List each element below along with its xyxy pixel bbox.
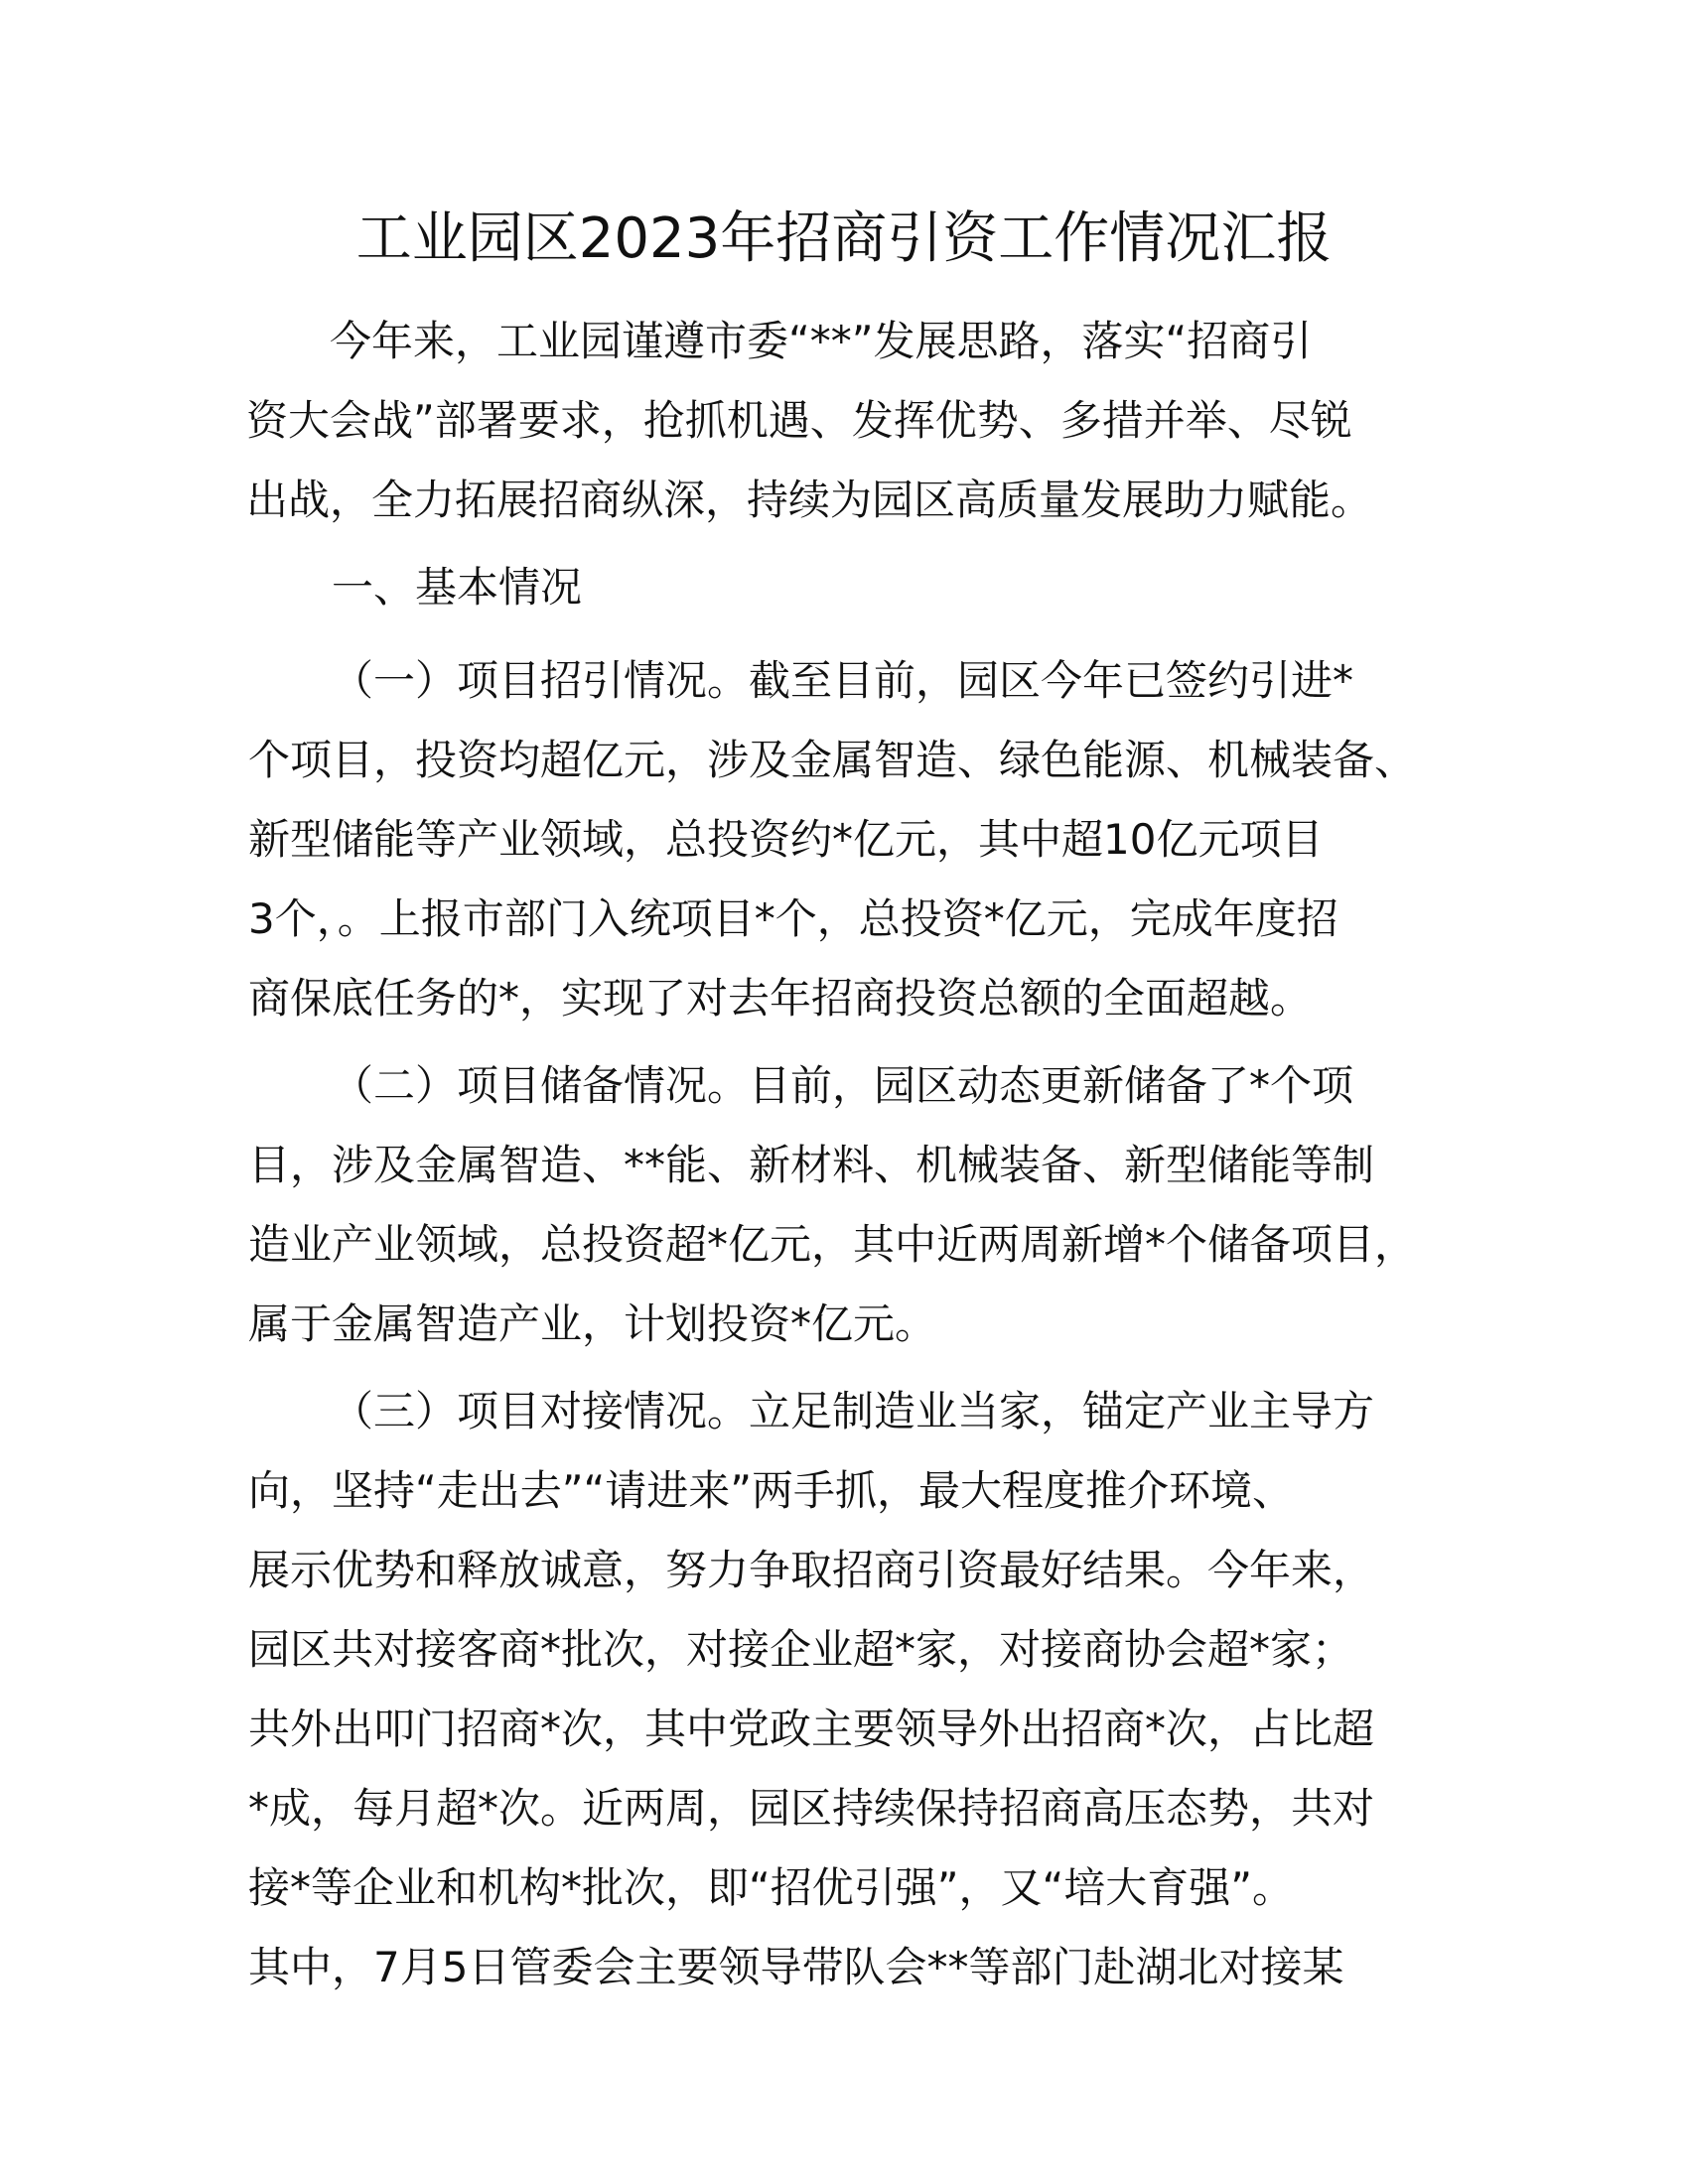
subsection-2-line-4: 属于金属智造产业，计划投资*亿元。 — [248, 1299, 937, 1348]
document-body — [248, 302, 1465, 2015]
section-heading-basic-situation: 一、基本情况 — [332, 563, 583, 612]
subsection-3-line-3: 展示优势和释放诚意，努力争取招商引资最好结果。今年来， — [248, 1546, 1375, 1594]
intro-line-3: 出战，全力拓展招商纵深，持续为园区高质量发展助力赋能。 — [246, 476, 1373, 524]
subsection-1-line-4: 3个，。上报市部门入统项目*个，总投资*亿元，完成年度招 — [248, 894, 1338, 943]
intro-line-2: 资大会战”部署要求，抢抓机遇、发挥优势、多措并举、尽锐 — [246, 396, 1352, 445]
subsection-project-attraction — [248, 641, 1465, 1038]
subsection-1-line-1: （一）项目招引情况。截至目前，园区今年已签约引进* — [332, 656, 1354, 705]
subsection-3-line-7: 接*等企业和机构*批次，即“招优引强”，又“培大育强”。 — [248, 1863, 1295, 1912]
subsection-1-line-5: 商保底任务的*，实现了对去年招商投资总额的全面超越。 — [248, 974, 1313, 1023]
subsection-project-reserve — [248, 1046, 1465, 1364]
subsection-1-line-3: 新型储能等产业领域，总投资约*亿元，其中超10亿元项目 — [248, 815, 1324, 864]
subsection-2-line-3: 造业产业领域，总投资超*亿元，其中近两周新增*个储备项目， — [248, 1220, 1417, 1269]
subsection-3-line-2: 向，坚持“走出去”“请进来”两手抓，最大程度推介环境、 — [248, 1466, 1295, 1515]
intro-paragraph — [246, 302, 1465, 540]
subsection-1-line-2: 个项目，投资均超亿元，涉及金属智造、绿色能源、机械装备、 — [248, 736, 1417, 784]
subsection-project-docking — [248, 1372, 1465, 2007]
subsection-2-line-2: 目，涉及金属智造、**能、新材料、机械装备、新型储能等制 — [248, 1141, 1375, 1189]
subsection-3-line-6: *成，每月超*次。近两周，园区持续保持招商高压态势，共对 — [248, 1784, 1375, 1833]
document-title: 工业园区2023年招商引资工作情况汇报 — [355, 206, 1333, 271]
subsection-3-line-5: 共外出叩门招商*次，其中党政主要领导外出招商*次，占比超 — [248, 1705, 1375, 1753]
subsection-2-line-1: （二）项目储备情况。目前，园区动态更新储备了*个项 — [332, 1061, 1354, 1110]
subsection-3-line-8: 其中，7月5日管委会主要领导带队会**等部门赴湖北对接某 — [248, 1943, 1344, 1991]
subsection-3-line-4: 园区共对接客商*批次，对接企业超*家，对接商协会超*家； — [248, 1625, 1354, 1674]
intro-line-1: 今年来，工业园谨遵市委“**”发展思路，落实“招商引 — [330, 317, 1313, 365]
subsection-3-line-1: （三）项目对接情况。立足制造业当家，锚定产业主导方 — [332, 1387, 1375, 1435]
